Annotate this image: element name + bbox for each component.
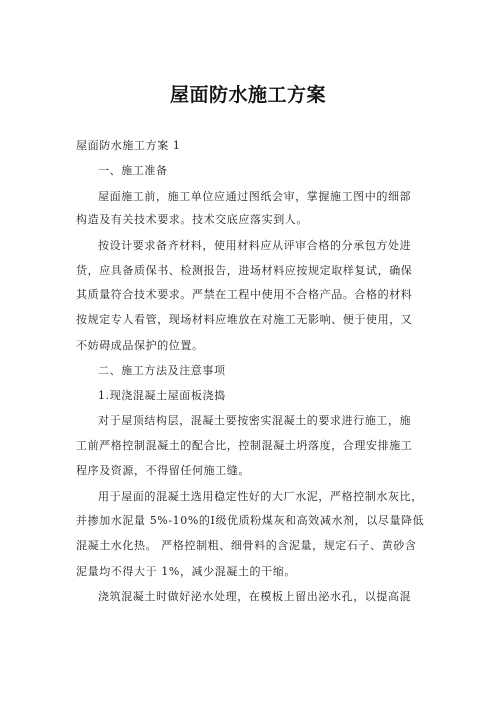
doc-line: 屋面施工前，施工单位应通过图纸会审，掌握施工图中的细部 <box>98 190 412 203</box>
doc-line: 对于屋顶结构层，混凝土要按密实混凝土的要求进行施工，施 <box>98 414 412 427</box>
doc-line-subsection: 1.现浇混凝土屋面板浇捣 <box>98 389 226 402</box>
doc-line: 不妨碍成品保护的位置。 <box>76 339 204 352</box>
doc-line: 并掺加水泥量 5%-10%的Ⅰ级优质粉煤灰和高效减水剂，以尽量降低 <box>76 514 425 527</box>
doc-line: 浇筑混凝土时做好泌水处理，在模板上留出泌水孔，以提高混 <box>98 590 412 603</box>
doc-line: 泥量均不得大于 1%，减少混凝土的干缩。 <box>76 565 296 578</box>
doc-line: 货，应具备质保书、检测报告，进场材料应按规定取样复试，确保 <box>76 264 413 277</box>
doc-line: 构造及有关技术要求。技术交底应落实到人。 <box>76 213 308 226</box>
doc-line: 工前严格控制混凝土的配合比，控制混凝土坍落度，合理安排施工 <box>76 439 413 452</box>
doc-line-section-1: 一、施工准备 <box>98 164 168 177</box>
doc-line: 其质量符合技术要求。严禁在工程中使用不合格产品。合格的材料 <box>76 288 413 301</box>
doc-line: 按设计要求备齐材料，使用材料应从评审合格的分承包方处进 <box>98 239 412 252</box>
doc-line-heading: 屋面防水施工方案 1 <box>76 139 181 152</box>
document-title: 屋面防水施工方案 <box>169 84 326 106</box>
doc-line: 程序及资源，不得留任何施工缝。 <box>76 464 250 477</box>
doc-line: 用于屋面的混凝土选用稳定性好的大厂水泥，严格控制水灰比， <box>98 490 423 503</box>
doc-line: 按规定专人看管，现场材料应堆放在对施工无影响、便于使用，又 <box>76 313 413 326</box>
doc-line: 混凝土水化热。 严格控制粗、细骨料的含泥量，规定石子、黄砂含 <box>76 539 417 552</box>
doc-line-section-2: 二、施工方法及注意事项 <box>98 364 226 377</box>
